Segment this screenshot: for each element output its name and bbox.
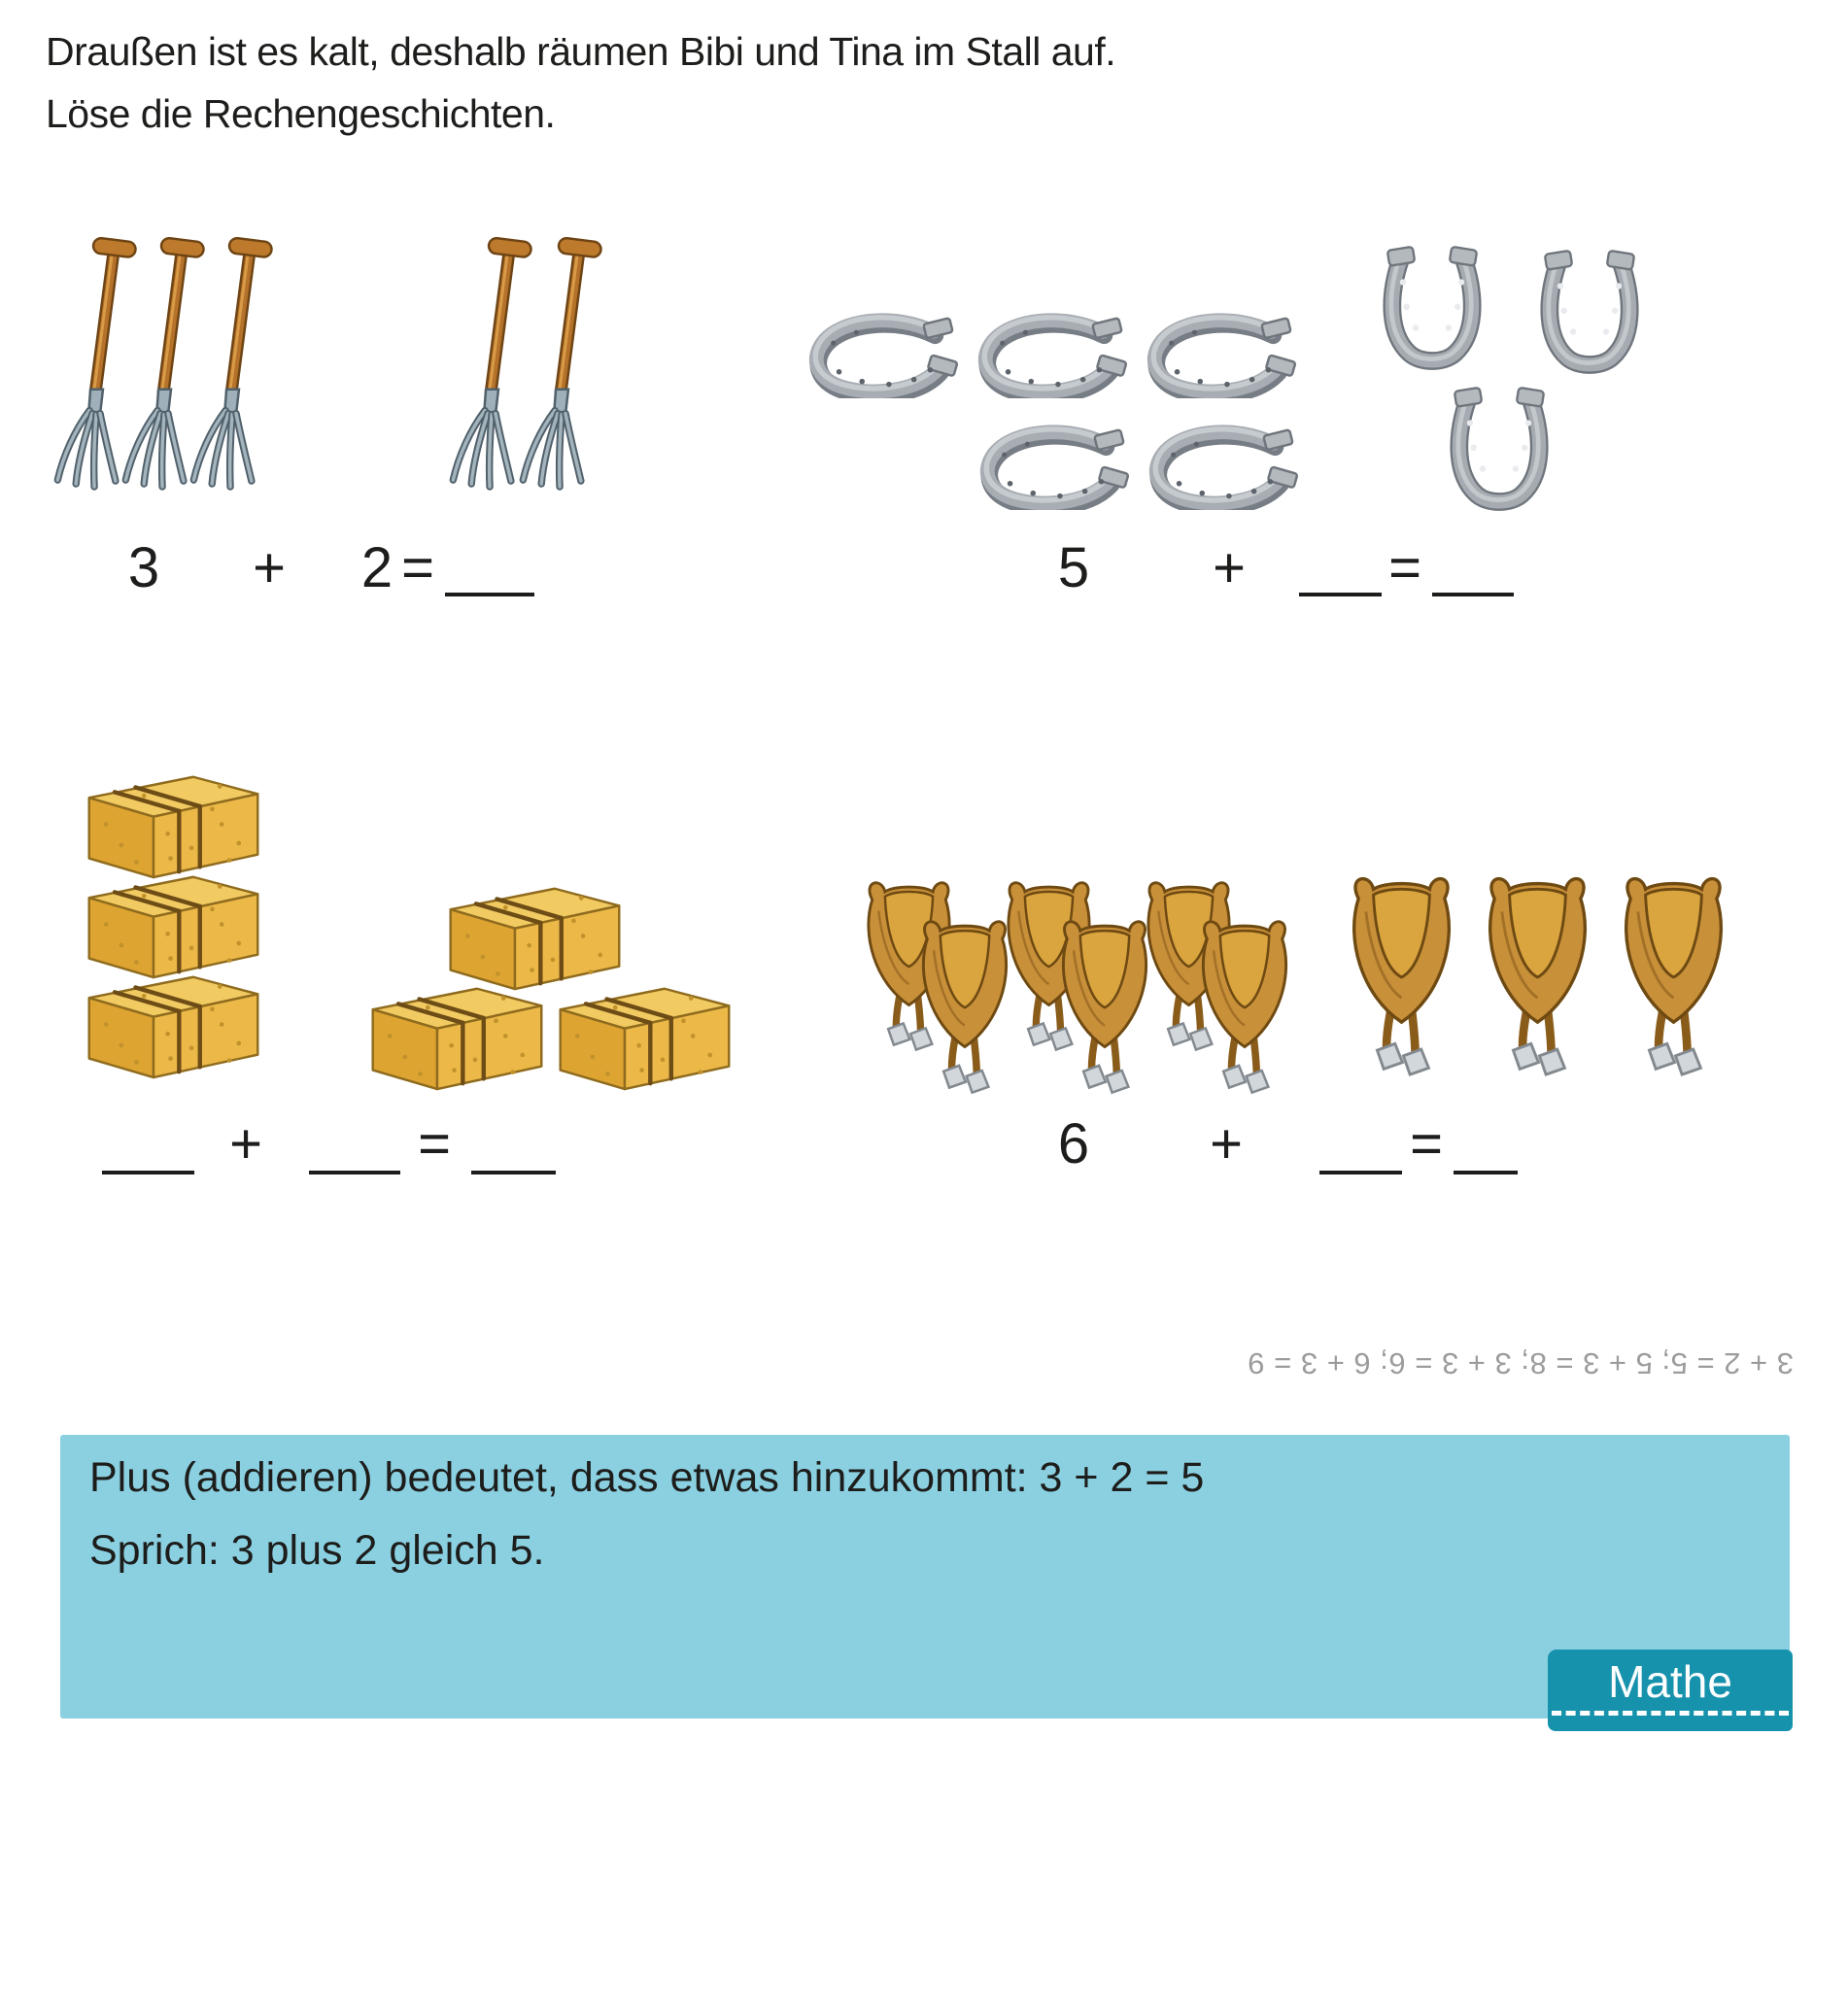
saddle-icon — [1608, 872, 1739, 1078]
info-box-line1: Plus (addieren) bedeutet, dass etwas hinzukommt: 3 + 2 = 5 — [89, 1454, 1205, 1501]
equals-sign: = — [1388, 536, 1421, 599]
equals-sign: = — [1410, 1112, 1443, 1175]
hay-bale-icon — [78, 767, 267, 881]
info-box-line2: Sprich: 3 plus 2 gleich 5. — [89, 1527, 545, 1574]
plus-sign: + — [253, 536, 286, 599]
equals-sign: = — [418, 1112, 451, 1175]
horseshoe-icon — [1141, 306, 1304, 398]
info-box — [60, 1435, 1790, 1719]
equation-term1: 5 — [1057, 536, 1090, 599]
instructions-line1: Draußen ist es kalt, deshalb räumen Bibi und Tina im Stall auf. — [46, 29, 1116, 74]
plus-sign: + — [1213, 536, 1246, 599]
answer-blank[interactable] — [1432, 593, 1514, 596]
answer-blank[interactable] — [445, 593, 534, 596]
horseshoe-icon — [803, 306, 966, 398]
answer-blank[interactable] — [471, 1171, 556, 1174]
horseshoe-icon — [974, 418, 1137, 510]
saddle-icon — [1472, 872, 1603, 1078]
tab-dashed-line — [1552, 1711, 1789, 1716]
answer-blank[interactable] — [102, 1171, 194, 1174]
horseshoe-icon — [1143, 418, 1306, 510]
equation-term1: 6 — [1057, 1112, 1090, 1175]
hay-bale-icon — [78, 968, 267, 1081]
pitchfork-icon — [183, 231, 291, 492]
answer-blank[interactable] — [1454, 1171, 1518, 1174]
horseshoe-icon — [1440, 374, 1558, 518]
equation-term1: 3 — [127, 536, 160, 599]
hay-bale-icon — [439, 879, 629, 993]
equation-term2: 2 — [360, 536, 394, 599]
subject-tab-label: Mathe — [1608, 1656, 1732, 1707]
hay-bale-icon — [78, 868, 267, 981]
instructions-line2: Löse die Rechengeschichten. — [46, 91, 556, 136]
answer-key-upside-down: 3 + 2 = 5; 5 + 3 = 8; 3 + 3 = 6; 6 + 3 = 9 — [1247, 1346, 1794, 1380]
plus-sign: + — [1210, 1112, 1243, 1175]
hay-bale-icon — [361, 979, 551, 1093]
answer-blank[interactable] — [1319, 1171, 1402, 1174]
horseshoe-icon — [1373, 233, 1491, 377]
saddle-icon — [1336, 872, 1467, 1078]
answer-blank[interactable] — [1299, 593, 1382, 596]
horseshoe-icon — [972, 306, 1135, 398]
equals-sign: = — [401, 536, 434, 599]
horseshoe-icon — [1530, 237, 1649, 381]
answer-blank[interactable] — [309, 1171, 400, 1174]
subject-tab-mathe — [1548, 1650, 1793, 1731]
plus-sign: + — [229, 1112, 262, 1175]
pitchfork-icon — [512, 231, 621, 492]
saddle-icon — [1187, 916, 1302, 1096]
hay-bale-icon — [549, 979, 738, 1093]
